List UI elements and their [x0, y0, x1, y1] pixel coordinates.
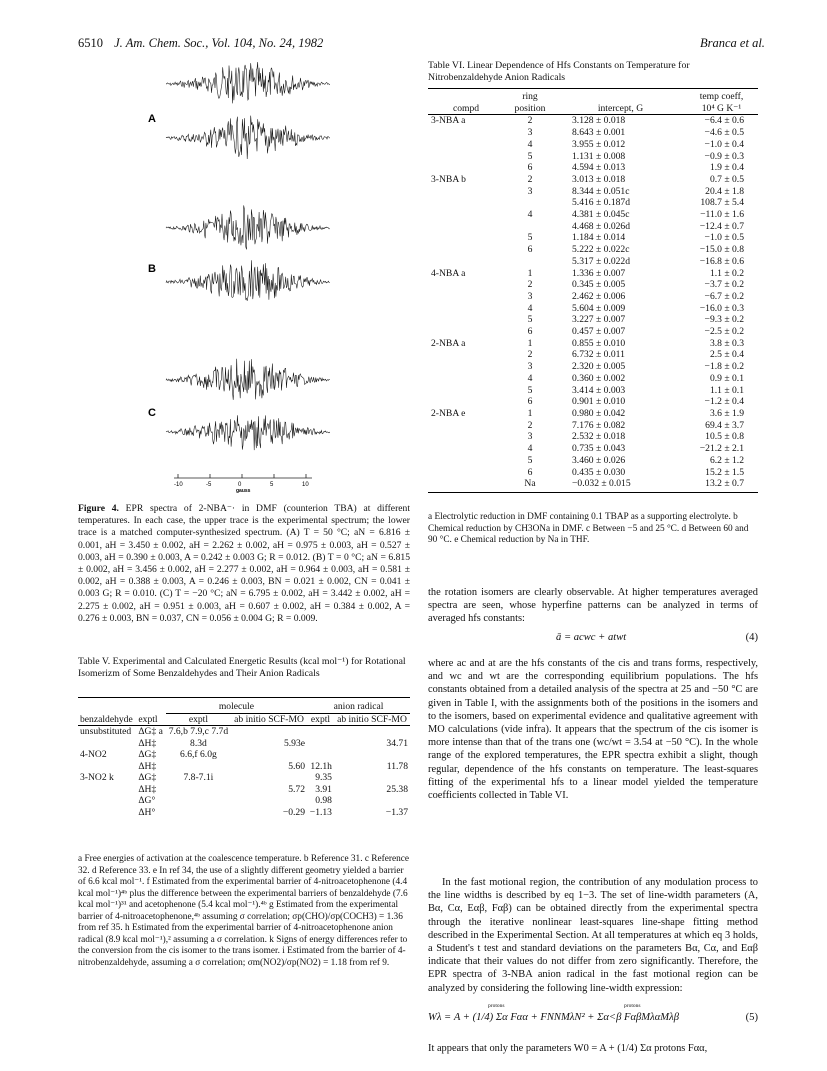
table-row: [428, 455, 758, 467]
table-row: [428, 197, 758, 209]
table-cell: [78, 795, 136, 807]
table-row: [428, 139, 758, 151]
table-cell: 4: [527, 443, 533, 455]
table-cell: 2-NBA e: [431, 407, 466, 419]
table-cell: 7.176 ± 0.082: [572, 419, 626, 431]
table-cell: [428, 232, 504, 244]
table-row: [428, 186, 758, 198]
table-cell: −16.8 ± 0.6: [699, 255, 744, 267]
col-header: exptl: [166, 713, 231, 726]
body-paragraph-1: the rotation isomers are clearly observable. At higher temperatures averaged spectra are seen, whose hyperfine patterns can be analyzed in terms of averaged hfs constants:: [428, 587, 758, 625]
table-cell: 1: [527, 337, 533, 349]
axis-tick-label: 0: [238, 482, 242, 488]
table-cell: 5: [527, 454, 533, 466]
table-cell: −16.0 ± 0.3: [699, 302, 744, 314]
table-cell: −3.7 ± 0.2: [704, 279, 744, 291]
table-cell: 6: [527, 466, 533, 478]
table-row: [428, 443, 758, 455]
table-cell: 0.980 ± 0.042: [572, 407, 626, 419]
table-cell: −15.0 ± 0.8: [699, 244, 744, 256]
table-cell: 2: [527, 115, 533, 127]
table-cell: [307, 749, 334, 761]
table-cell: [428, 396, 504, 408]
spectrum-trace: [166, 116, 330, 159]
table-cell: 4: [527, 372, 533, 384]
axis-tick-label: 5: [270, 482, 274, 488]
table-cell: 3.955 ± 0.012: [572, 138, 626, 150]
table-cell: 6: [527, 326, 533, 338]
journal-citation: J. Am. Chem. Soc., Vol. 104, No. 24, 1982: [114, 36, 324, 50]
col-header: benzaldehyde: [78, 713, 136, 726]
table-cell: ΔG‡ a: [138, 726, 163, 737]
table-cell: 1.9 ± 0.4: [709, 162, 744, 174]
table-cell: −1.37: [385, 806, 408, 818]
table-row: [428, 127, 758, 139]
table-5: [78, 697, 410, 818]
table-6-title: Table VI. Linear Dependence of Hfs Constants on Temperature for Nitrobenzaldehyde Anion Radicals: [428, 60, 690, 83]
table-cell: 3: [527, 127, 533, 139]
table-cell: −1.8 ± 0.2: [704, 361, 744, 373]
body-paragraph-4: It appears that only the parameters W0 = A + (1/4) Σα protons Fαα,: [428, 1043, 708, 1054]
table-cell: 1.336 ± 0.007: [572, 267, 626, 279]
table-cell: [428, 303, 504, 315]
table-cell: 4-NBA a: [431, 267, 466, 279]
table-cell: 69.4 ± 3.7: [705, 419, 744, 431]
body-paragraph-2: where ac and at are the hfs constants of the cis and trans forms, respectively, and wc and wt are the corresponding equilibrium populations. The hfs constants obtained from a detailed analysis of the spectra at 25 and −50 °C are given in Table I, with the assignments both of the positions in the isomers and to the isomers, based on experimental evidence and qualitative agreement with MO calculations (vide infra). It appears that the spectrum of the cis isomer is more intense than that of the trans one (wc/wt = 3.54 at −50 °C). In the whole range of the explored temperatures, the EPR spectra exhibit a slight, though regular, dependence of the hfs constants on temperature. The least-squares fitting of the experimental hfs to a linear model yielded the temperature coefficients collected in Table VI.: [428, 658, 758, 802]
table-row: [78, 795, 410, 807]
table-cell: 0.9 ± 0.1: [709, 372, 744, 384]
table-cell: 5.60: [288, 760, 306, 772]
table-cell: 0.345 ± 0.005: [572, 279, 626, 291]
table-cell: −0.032 ± 0.015: [572, 478, 631, 490]
table-row: [428, 162, 758, 174]
table-cell: −1.0 ± 0.5: [704, 232, 744, 244]
table-cell: −11.0 ± 1.6: [700, 209, 744, 221]
table-row: [428, 408, 758, 420]
table-cell: [504, 256, 556, 268]
table-cell: [166, 761, 231, 773]
table-row: [428, 338, 758, 350]
page-number: 6510: [78, 36, 103, 50]
table-cell: 9.35: [315, 772, 332, 783]
table-5-title: Table V. Experimental and Calculated Energetic Results (kcal mol⁻¹) for Rotational Isomerizm of Some Benzaldehydes and Their Anion Radicals: [78, 656, 406, 679]
col-header: exptl: [307, 713, 334, 726]
table-cell: 0.457 ± 0.007: [572, 326, 626, 338]
table-cell: 5.604 ± 0.009: [572, 302, 626, 314]
table-cell: [166, 807, 231, 819]
table-cell: [428, 349, 504, 361]
table-row: [428, 174, 758, 186]
table-cell: [428, 455, 504, 467]
table-cell: 3-NBA a: [431, 115, 466, 127]
table-cell: 8.344 ± 0.051c: [572, 185, 630, 197]
table-cell: 4.381 ± 0.045c: [572, 209, 630, 221]
table-cell: 3.414 ± 0.003: [572, 384, 626, 396]
table-row: [428, 385, 758, 397]
table-cell: 13.2 ± 0.7: [705, 478, 744, 490]
table-cell: 1: [527, 267, 533, 279]
table-row: [428, 467, 758, 479]
table-row: [428, 373, 758, 385]
table-cell: 4: [527, 302, 533, 314]
table-cell: [428, 244, 504, 256]
table-cell: 1.1 ± 0.2: [709, 267, 744, 279]
table-cell: ΔH‡: [138, 737, 157, 749]
table-cell: 5.72: [288, 783, 306, 795]
table-cell: 1.184 ± 0.014: [572, 232, 626, 244]
table-cell: −9.3 ± 0.2: [704, 314, 744, 326]
epr-spectra-figure: [78, 60, 408, 494]
table-cell: 6: [527, 396, 533, 408]
table-cell: 10.5 ± 0.8: [705, 431, 744, 443]
table-cell: 6.2 ± 1.2: [709, 454, 744, 466]
panel-label-a: A: [148, 113, 156, 125]
table-cell: [78, 761, 136, 773]
table-cell: 3-NBA b: [431, 173, 466, 185]
table-row: [428, 256, 758, 268]
table-cell: −2.5 ± 0.2: [704, 326, 744, 338]
table-cell: [166, 784, 231, 796]
figure-caption-label: Figure 4.: [78, 503, 119, 514]
table-cell: ΔH‡: [138, 760, 157, 772]
figure-4-caption: [78, 503, 410, 625]
table-cell: 0.360 ± 0.002: [572, 372, 626, 384]
table-cell: [428, 420, 504, 432]
table-cell: 3.8 ± 0.3: [709, 337, 744, 349]
table-cell: −12.4 ± 0.7: [699, 220, 744, 232]
table-cell: 2.320 ± 0.005: [572, 361, 626, 373]
col-header-intercept: intercept, G: [556, 103, 685, 115]
table-cell: −0.9 ± 0.3: [704, 150, 744, 162]
table-cell: 5.416 ± 0.187d: [572, 197, 631, 209]
table-cell: [78, 784, 136, 796]
table-cell: [334, 726, 410, 738]
table-cell: 5.317 ± 0.022d: [572, 255, 631, 267]
table-cell: −1.2 ± 0.4: [704, 396, 744, 408]
table-cell: [428, 221, 504, 233]
table-cell: [334, 749, 410, 761]
table-cell: 2.462 ± 0.006: [572, 290, 626, 302]
table-cell: 2: [527, 349, 533, 361]
equation-4-body: ā = acwc + atwt: [556, 632, 627, 643]
table-6: [428, 88, 758, 493]
table-row: [428, 361, 758, 373]
table-row: [78, 807, 410, 819]
table-cell: −0.29: [282, 806, 306, 818]
sum-label: protons: [488, 1003, 505, 1009]
gauss-axis-label: gauss: [236, 488, 251, 494]
col-header-temp-coeff: temp coeff,: [699, 91, 744, 102]
spectrum-trace: [166, 62, 330, 103]
table-cell: −6.4 ± 0.6: [704, 115, 744, 127]
table-cell: 3: [527, 290, 533, 302]
table-6-footnotes: a Electrolytic reduction in DMF containing 0.1 TBAP as a supporting electrolyte. b Chemical reduction by CH3ONa in DMF. c Between −5 and 25 °C. d Between 60 and 90 °C. e Chemical reduction by Na in THF.: [428, 512, 749, 545]
table-row: [78, 726, 410, 738]
table-cell: [504, 221, 556, 233]
table-cell: 0.7 ± 0.5: [709, 173, 744, 185]
table-cell: 11.78: [386, 760, 408, 772]
table-cell: ΔG°: [138, 795, 156, 806]
table-cell: [428, 186, 504, 198]
table-row: [428, 209, 758, 221]
table-cell: [428, 385, 504, 397]
col-header: exptl: [136, 713, 165, 726]
table-cell: 2-NBA a: [431, 337, 466, 349]
table-row: [78, 761, 410, 773]
table-cell: 4-NO2: [80, 749, 107, 760]
table-cell: [504, 197, 556, 209]
table-cell: 6: [527, 244, 533, 256]
table-cell: 8.643 ± 0.001: [572, 127, 626, 139]
table-cell: 7.6,b 7.9,c 7.7d: [168, 726, 229, 737]
table-row: [428, 232, 758, 244]
table-cell: [428, 478, 504, 490]
table-cell: 34.71: [386, 737, 408, 749]
table-cell: ΔH‡: [138, 783, 157, 795]
table-cell: 1: [527, 407, 533, 419]
table-cell: 0.901 ± 0.010: [572, 396, 626, 408]
figure-caption-text: EPR spectra of 2-NBA⁻· in DMF (counterion TBA) at different temperatures. In each case, the upper trace is the experimental spectrum; the lower trace is a matched computer-synthesized spectrum. (A) T = 50 °C; aN = 6.816 ± 0.001, aH = 3.450 ± 0.002, aH = 2.262 ± 0.002, aH = 0.975 ± 0.003, aH = 0.527 ± 0.003, aH = 0.390 ± 0.003, A = 0.242 ± 0.003 G; R = 0.012. (B) T = 0 °C; aN = 6.815 ± 0.002, aH = 3.456 ± 0.002, aH = 2.277 ± 0.002, aH = 0.964 ± 0.003, aH = 0.581 ± 0.002, aH = 0.388 ± 0.003, A = 0.246 ± 0.003, BN = 0.021 ± 0.002, CN = 0.041 ± 0.003 G; R = 0.010. (C) T = −20 °C; aN = 6.795 ± 0.002, aH = 3.442 ± 0.002, aH = 2.275 ± 0.002, aH = 0.951 ± 0.003, aH = 0.607 ± 0.002, aH = 0.384 ± 0.002, A = 0.276 ± 0.003, BN = 0.037, CN = 0.056 ± 0.004 G; R = 0.009.: [78, 503, 410, 624]
table-cell: 2: [527, 173, 533, 185]
table-cell: 8.3d: [190, 737, 207, 749]
epr-spectra-plot: [78, 60, 408, 494]
table-cell: [231, 726, 307, 738]
table-cell: [428, 361, 504, 373]
table-cell: 3.91: [315, 783, 332, 795]
table-row: [78, 784, 410, 796]
spectrum-trace: [166, 415, 330, 450]
running-header-authors: Branca et al.: [700, 36, 765, 50]
table-row: [428, 291, 758, 303]
table-row: [428, 478, 758, 490]
table-row: [428, 326, 758, 338]
table-cell: [231, 772, 307, 784]
table-cell: 5: [527, 384, 533, 396]
table-cell: 3.128 ± 0.018: [572, 115, 626, 127]
table-row: [428, 303, 758, 315]
spectrum-trace: [166, 205, 330, 249]
table-cell: [428, 467, 504, 479]
col-header: ab initio SCF-MO: [231, 713, 307, 726]
table-cell: [78, 807, 136, 819]
table-cell: 3-NO2 k: [80, 772, 114, 783]
table-cell: 0.98: [315, 795, 332, 806]
table-cell: [428, 162, 504, 174]
table-row: [428, 268, 758, 280]
panel-label-b: B: [148, 263, 156, 275]
table-cell: 6.732 ± 0.011: [572, 349, 625, 361]
group-header-anion-radical: anion radical: [307, 701, 410, 713]
table-cell: 108.7 ± 5.4: [700, 197, 744, 209]
table-cell: 4.468 ± 0.026d: [572, 220, 631, 232]
table-cell: 5.222 ± 0.022c: [572, 244, 630, 256]
table-cell: 0.735 ± 0.043: [572, 443, 626, 455]
spectrum-trace: [166, 260, 330, 301]
table-cell: −4.6 ± 0.5: [704, 127, 744, 139]
table-cell: −1.13: [309, 806, 332, 818]
table-cell: 2: [527, 279, 533, 291]
table-row: [428, 396, 758, 408]
sum-label: protons: [624, 1003, 641, 1009]
table-cell: 2: [527, 419, 533, 431]
table-cell: 3: [527, 431, 533, 443]
table-row: [428, 349, 758, 361]
table-cell: 0.435 ± 0.030: [572, 466, 626, 478]
table-cell: 3.460 ± 0.026: [572, 454, 626, 466]
equation-5-number: (5): [745, 1012, 758, 1023]
table-cell: ΔH°: [138, 806, 156, 818]
table-row: [78, 749, 410, 761]
table-cell: unsubstituted: [80, 726, 132, 737]
table-cell: 0.855 ± 0.010: [572, 337, 626, 349]
table-cell: ΔG‡: [138, 772, 157, 783]
col-header: ab initio SCF-MO: [334, 713, 410, 726]
table-cell: Na: [524, 478, 536, 490]
table-row: [428, 115, 758, 127]
table-cell: [428, 256, 504, 268]
col-header-temp-unit: 10⁴ G K⁻¹: [685, 103, 758, 115]
table-row: [428, 221, 758, 233]
table-cell: [428, 431, 504, 443]
table-cell: ΔG‡: [138, 749, 157, 760]
table-cell: [231, 795, 307, 807]
table-row: [78, 738, 410, 750]
axis-tick-label: 10: [302, 482, 309, 488]
table-cell: [334, 795, 410, 807]
table-cell: 5: [527, 314, 533, 326]
table-cell: 4: [527, 138, 533, 150]
table-cell: [428, 373, 504, 385]
table-cell: −21.2 ± 2.1: [699, 443, 744, 455]
equation-5-body: Wλ = A + (1/4) Σα Fαα + FNNMλN² + Σα<β FαβMλαMλβ: [428, 1012, 679, 1023]
table-cell: [428, 314, 504, 326]
axis-tick-label: -5: [206, 482, 212, 488]
table-cell: 6: [527, 162, 533, 174]
table-cell: 5: [527, 150, 533, 162]
table-cell: [428, 326, 504, 338]
col-header-ring: ring: [522, 91, 538, 102]
table-cell: 3.227 ± 0.007: [572, 314, 626, 326]
table-cell: 3.013 ± 0.018: [572, 173, 626, 185]
table-row: [428, 314, 758, 326]
table-cell: 3: [527, 361, 533, 373]
table-cell: [428, 127, 504, 139]
table-cell: 1.1 ± 0.1: [709, 384, 744, 396]
table-cell: 4.594 ± 0.013: [572, 162, 626, 174]
table-cell: 3.6 ± 1.9: [709, 407, 744, 419]
table-cell: 4: [527, 209, 533, 221]
table-cell: [307, 726, 334, 738]
table-cell: [428, 443, 504, 455]
panel-label-c: C: [148, 407, 156, 419]
table-cell: [428, 279, 504, 291]
table-cell: 15.2 ± 1.5: [705, 466, 744, 478]
table-cell: 5.93e: [283, 737, 306, 749]
equation-4-number: (4): [745, 632, 758, 643]
table-cell: 20.4 ± 1.8: [705, 185, 744, 197]
col-header-compd: compd: [428, 103, 504, 115]
table-cell: [428, 209, 504, 221]
table-cell: [231, 749, 307, 761]
table-cell: 12.1h: [310, 760, 332, 772]
running-header: [78, 36, 323, 51]
table-5-footnotes: a Free energies of activation at the coalescence temperature. b Reference 31. c Reference 32. d Reference 33. e In ref 34, the use of a slightly different geometry yielded a barrier of 6.6 kcal mol⁻¹. f Estimated from the experimental barrier of 4-nitroacetophenone (4.4 kcal mol⁻¹)⁴ᵇ plus the difference between the experimental barriers of benzaldehyde (7.6 kcal mol⁻¹)³¹ and acetophenone (5.4 kcal mol⁻¹).⁴ᵇ g Estimated from the experimental barrier of 4-nitroacetophenone,⁴ᵇ assuming σ correlation; σp(CHO)/σp(COCH3) = 1.36 from ref 35. h Estimated from the experimental barrier of 4-nitroacetophenone anion radical (8.9 kcal mol⁻¹),² assuming a σ correlation. k Signs of energy differences refer to the conversion from the cis isomer to the trans isomer. i Estimated from the barrier of 4-nitrobenzaldehyde, assuming a σ correlation; σm(NO2)/σp(NO2) = 1.18 from ref 9.: [78, 854, 409, 968]
table-cell: 1.131 ± 0.008: [572, 150, 626, 162]
spectrum-trace: [166, 359, 330, 400]
table-cell: 2.532 ± 0.018: [572, 431, 626, 443]
body-paragraph-3: In the fast motional region, the contribution of any modulation process to the line widths is described by eq 1−3. The set of line-width parameters (A, Bα, Cα, Eαβ, Fαβ) can be obtained directly from the experimental spectra through the iterative nonlinear least-squares line-shape fitting method described in the Experimental Section. At all temperatures at which eq 3 holds, a Student's t test and standard deviations on the parameters Bα, Cα, and Eαβ indicate that their values do not differ from zero significantly. Therefore, the EPR spectra of 3-NBA anion radical in the fast motional region can be analyzed by considering the following line-width expression:: [428, 877, 758, 994]
table-cell: 2.5 ± 0.4: [709, 349, 744, 361]
table-cell: 25.38: [386, 783, 408, 795]
group-header-molecule: molecule: [166, 701, 307, 713]
table-cell: 6.6,f 6.0g: [180, 749, 217, 760]
col-header-position: position: [504, 103, 556, 115]
table-row: [428, 244, 758, 256]
table-row: [428, 420, 758, 432]
table-row: [78, 772, 410, 784]
table-row: [428, 151, 758, 163]
table-row: [428, 431, 758, 443]
table-cell: [428, 139, 504, 151]
table-cell: [307, 738, 334, 750]
table-cell: −1.0 ± 0.4: [704, 138, 744, 150]
axis-tick-label: -10: [174, 482, 183, 488]
table-cell: [428, 151, 504, 163]
table-cell: 3: [527, 185, 533, 197]
table-cell: 7.8-7.1i: [183, 772, 214, 783]
table-cell: [334, 772, 410, 784]
table-cell: −6.7 ± 0.2: [704, 290, 744, 302]
table-cell: [428, 291, 504, 303]
table-cell: [78, 738, 136, 750]
table-cell: [428, 197, 504, 209]
table-cell: 5: [527, 232, 533, 244]
table-cell: [166, 795, 231, 807]
table-row: [428, 279, 758, 291]
